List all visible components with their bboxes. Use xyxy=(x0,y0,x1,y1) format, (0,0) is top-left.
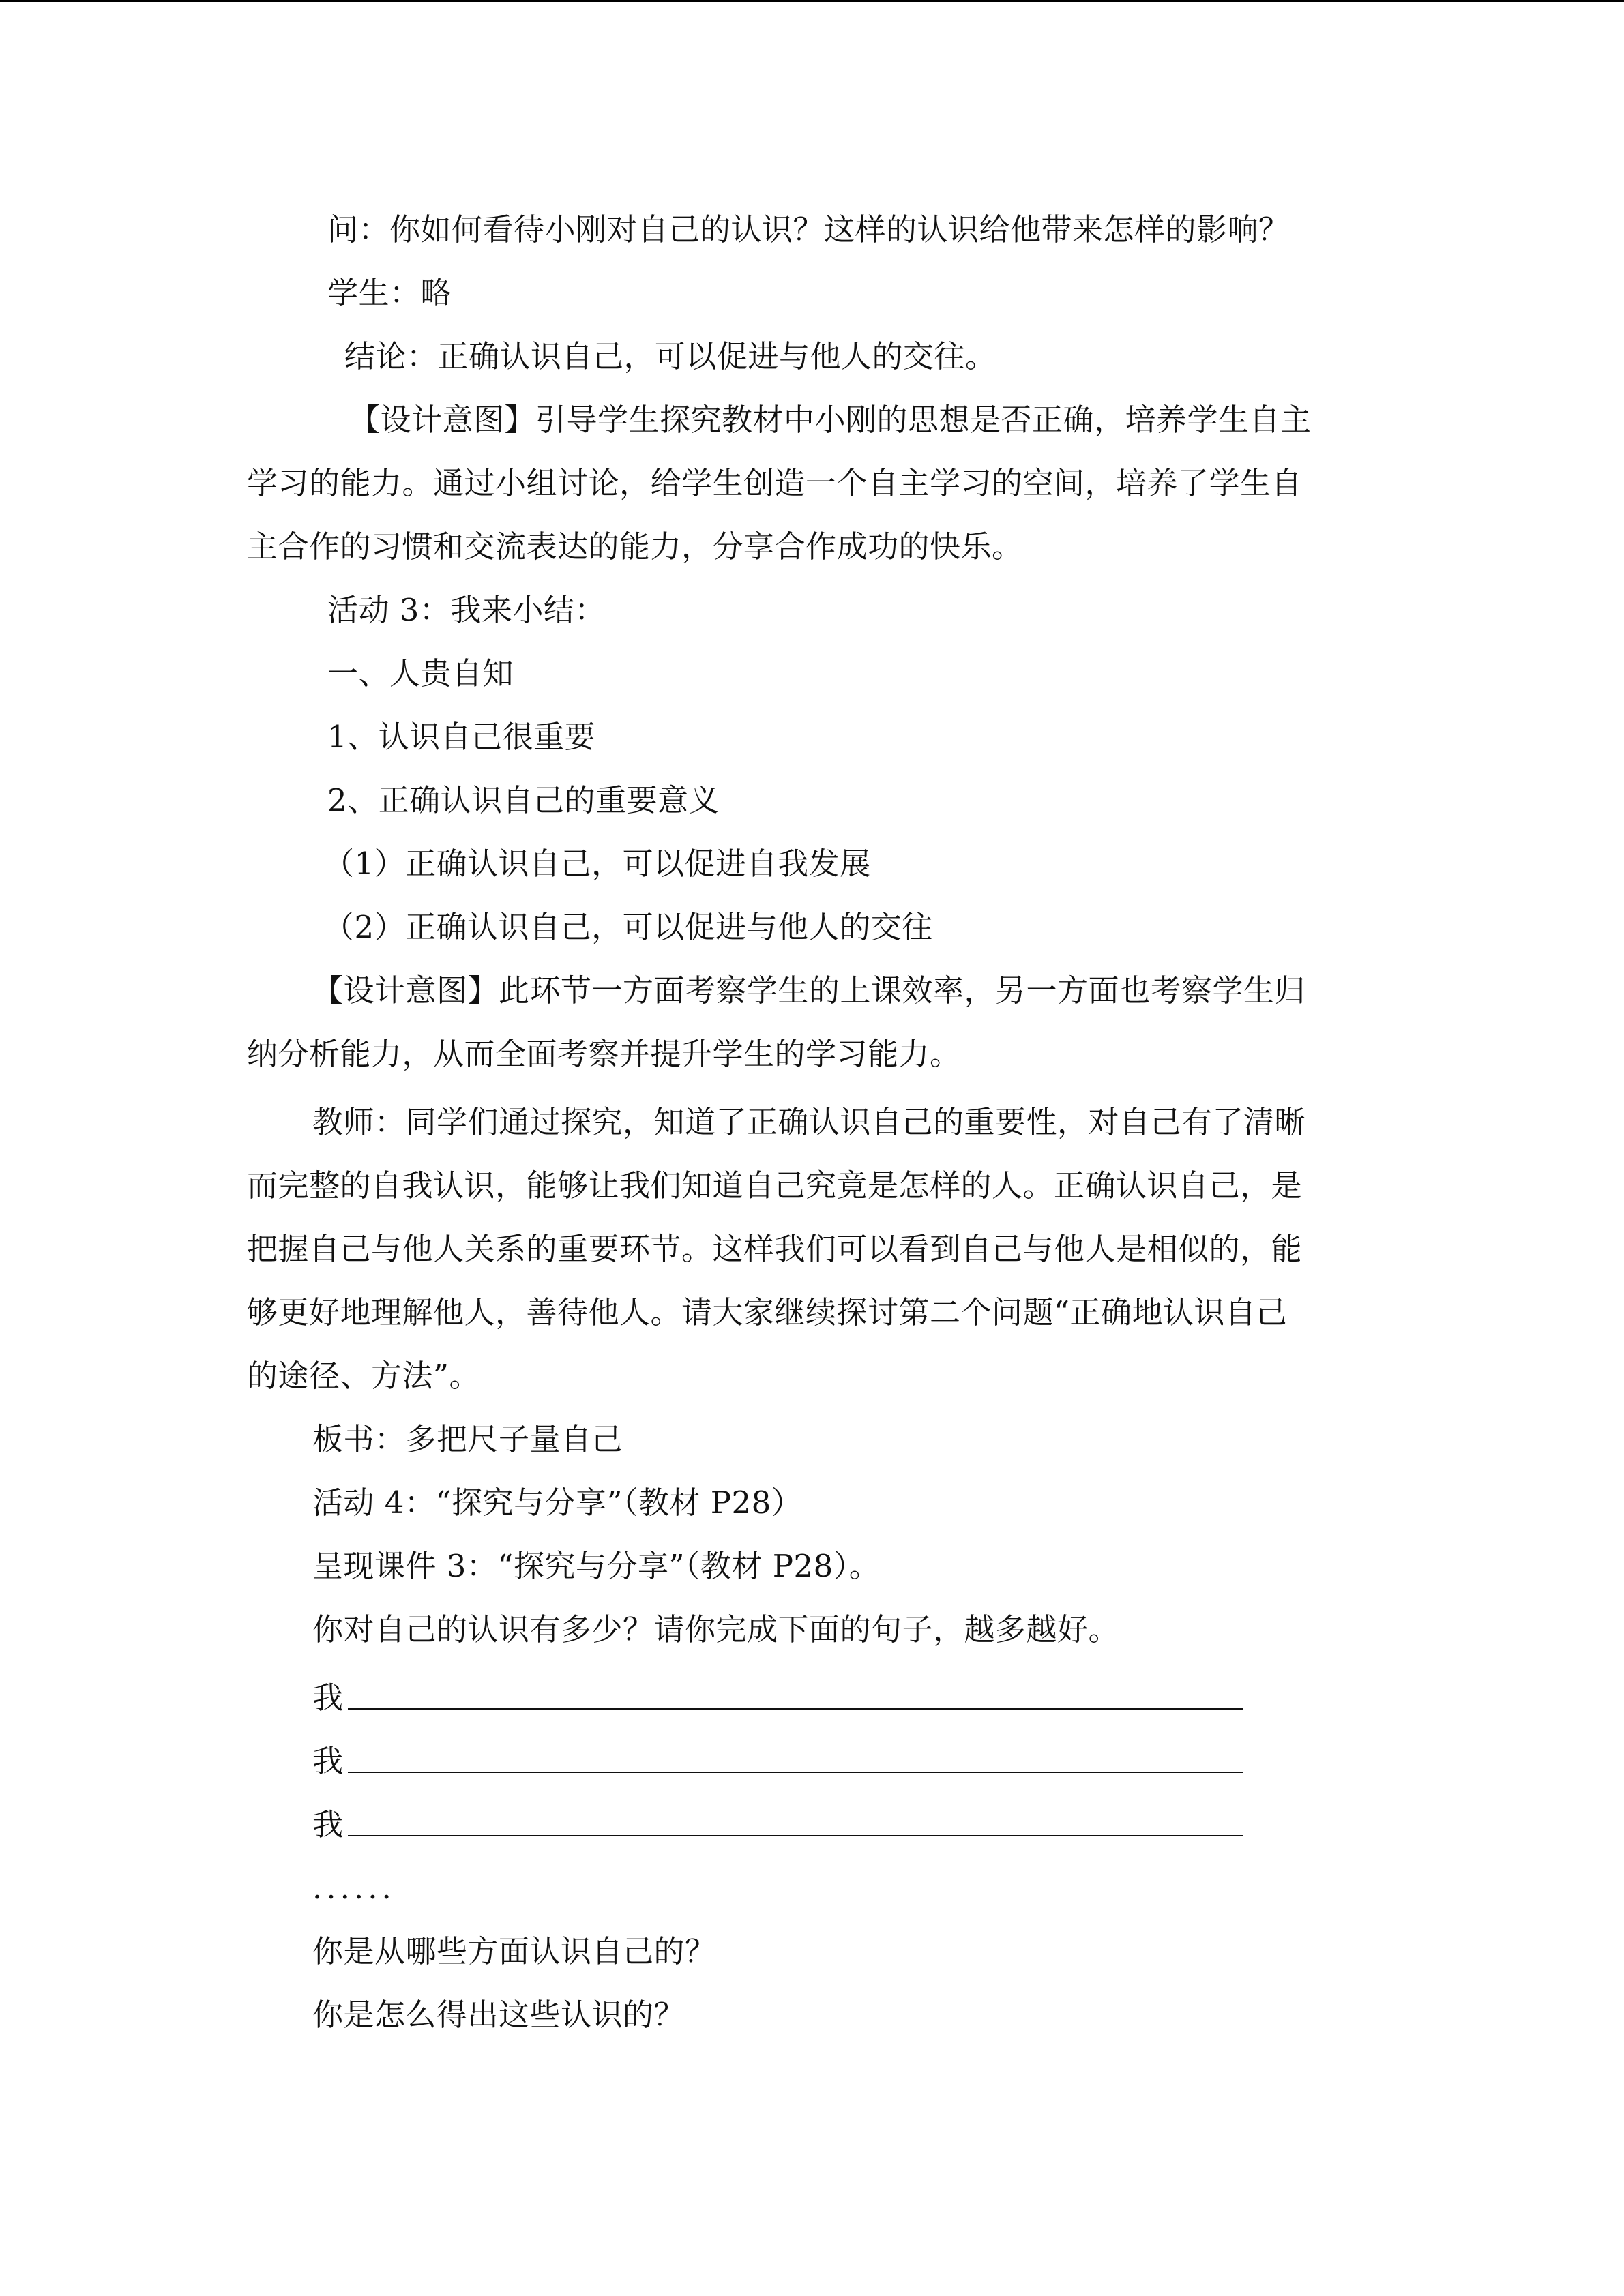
fill-in-blank-2 xyxy=(348,1772,1243,1773)
design-intent-2-line-2: 纳分析能力，从而全面考察并提升学生的学习能力。 xyxy=(247,1036,961,1072)
teacher-line-1: 教师：同学们通过探究，知道了正确认识自己的重要性，对自己有了清晰 xyxy=(312,1104,1306,1140)
design-intent-1-line-2: 学习的能力。通过小组讨论，给学生创造一个自主学习的空间，培养了学生自 xyxy=(247,465,1303,501)
activity-3-heading: 活动 3：我来小结： xyxy=(327,592,606,628)
summary-heading: 一、人贵自知 xyxy=(327,655,514,691)
question-3-line: 你是怎么得出这些认识的？ xyxy=(312,1997,685,2033)
teacher-line-3: 把握自己与他人关系的重要环节。这样我们可以看到自己与他人是相似的，能 xyxy=(247,1231,1303,1267)
conclusion-line: 结论：正确认识自己，可以促进与他人的交往。 xyxy=(344,338,996,374)
design-intent-2-line-1: 【设计意图】此环节一方面考察学生的上课效率，另一方面也考察学生归 xyxy=(312,972,1306,1009)
fill-in-label-2: 我 xyxy=(312,1743,344,1779)
courseware-3-line: 呈现课件 3：“探究与分享”（教材 P28）。 xyxy=(312,1548,881,1584)
board-writing-line: 板书：多把尺子量自己 xyxy=(312,1421,623,1457)
summary-item-2: 2、正确认识自己的重要意义 xyxy=(327,782,720,818)
design-intent-1-line-3: 主合作的习惯和交流表达的能力，分享合作成功的快乐。 xyxy=(247,528,1023,565)
design-intent-1-line-1: 【设计意图】引导学生探究教材中小刚的思想是否正确，培养学生自主 xyxy=(349,402,1312,438)
summary-item-1: 1、认识自己很重要 xyxy=(327,719,596,755)
teacher-line-4: 够更好地理解他人，善待他人。请大家继续探讨第二个问题“正确地认识自己 xyxy=(247,1294,1288,1330)
teacher-line-2: 而完整的自我认识，能够让我们知道自己究竟是怎样的人。正确认识自己，是 xyxy=(247,1167,1303,1204)
fill-in-blank-3 xyxy=(348,1835,1243,1836)
fill-in-label-3: 我 xyxy=(312,1806,344,1843)
teacher-line-5: 的途径、方法”。 xyxy=(247,1358,481,1394)
fill-in-blank-1 xyxy=(348,1708,1243,1710)
activity-4-heading: 活动 4：“探究与分享”（教材 P28） xyxy=(312,1485,803,1521)
fill-in-label-1: 我 xyxy=(312,1680,344,1716)
question-line: 问：你如何看待小刚对自己的认识？这样的认识给他带来怎样的影响？ xyxy=(327,211,1290,248)
prompt-line: 你对自己的认识有多少？请你完成下面的句子，越多越好。 xyxy=(312,1611,1120,1648)
ellipsis-line: ...... xyxy=(312,1870,396,1906)
summary-item-2-1: （1）正确认识自己，可以促进自我发展 xyxy=(323,846,871,882)
summary-item-2-2: （2）正确认识自己，可以促进与他人的交往 xyxy=(323,909,933,945)
student-answer-line: 学生：略 xyxy=(327,275,452,311)
question-2-line: 你是从哪些方面认识自己的？ xyxy=(312,1933,716,1969)
